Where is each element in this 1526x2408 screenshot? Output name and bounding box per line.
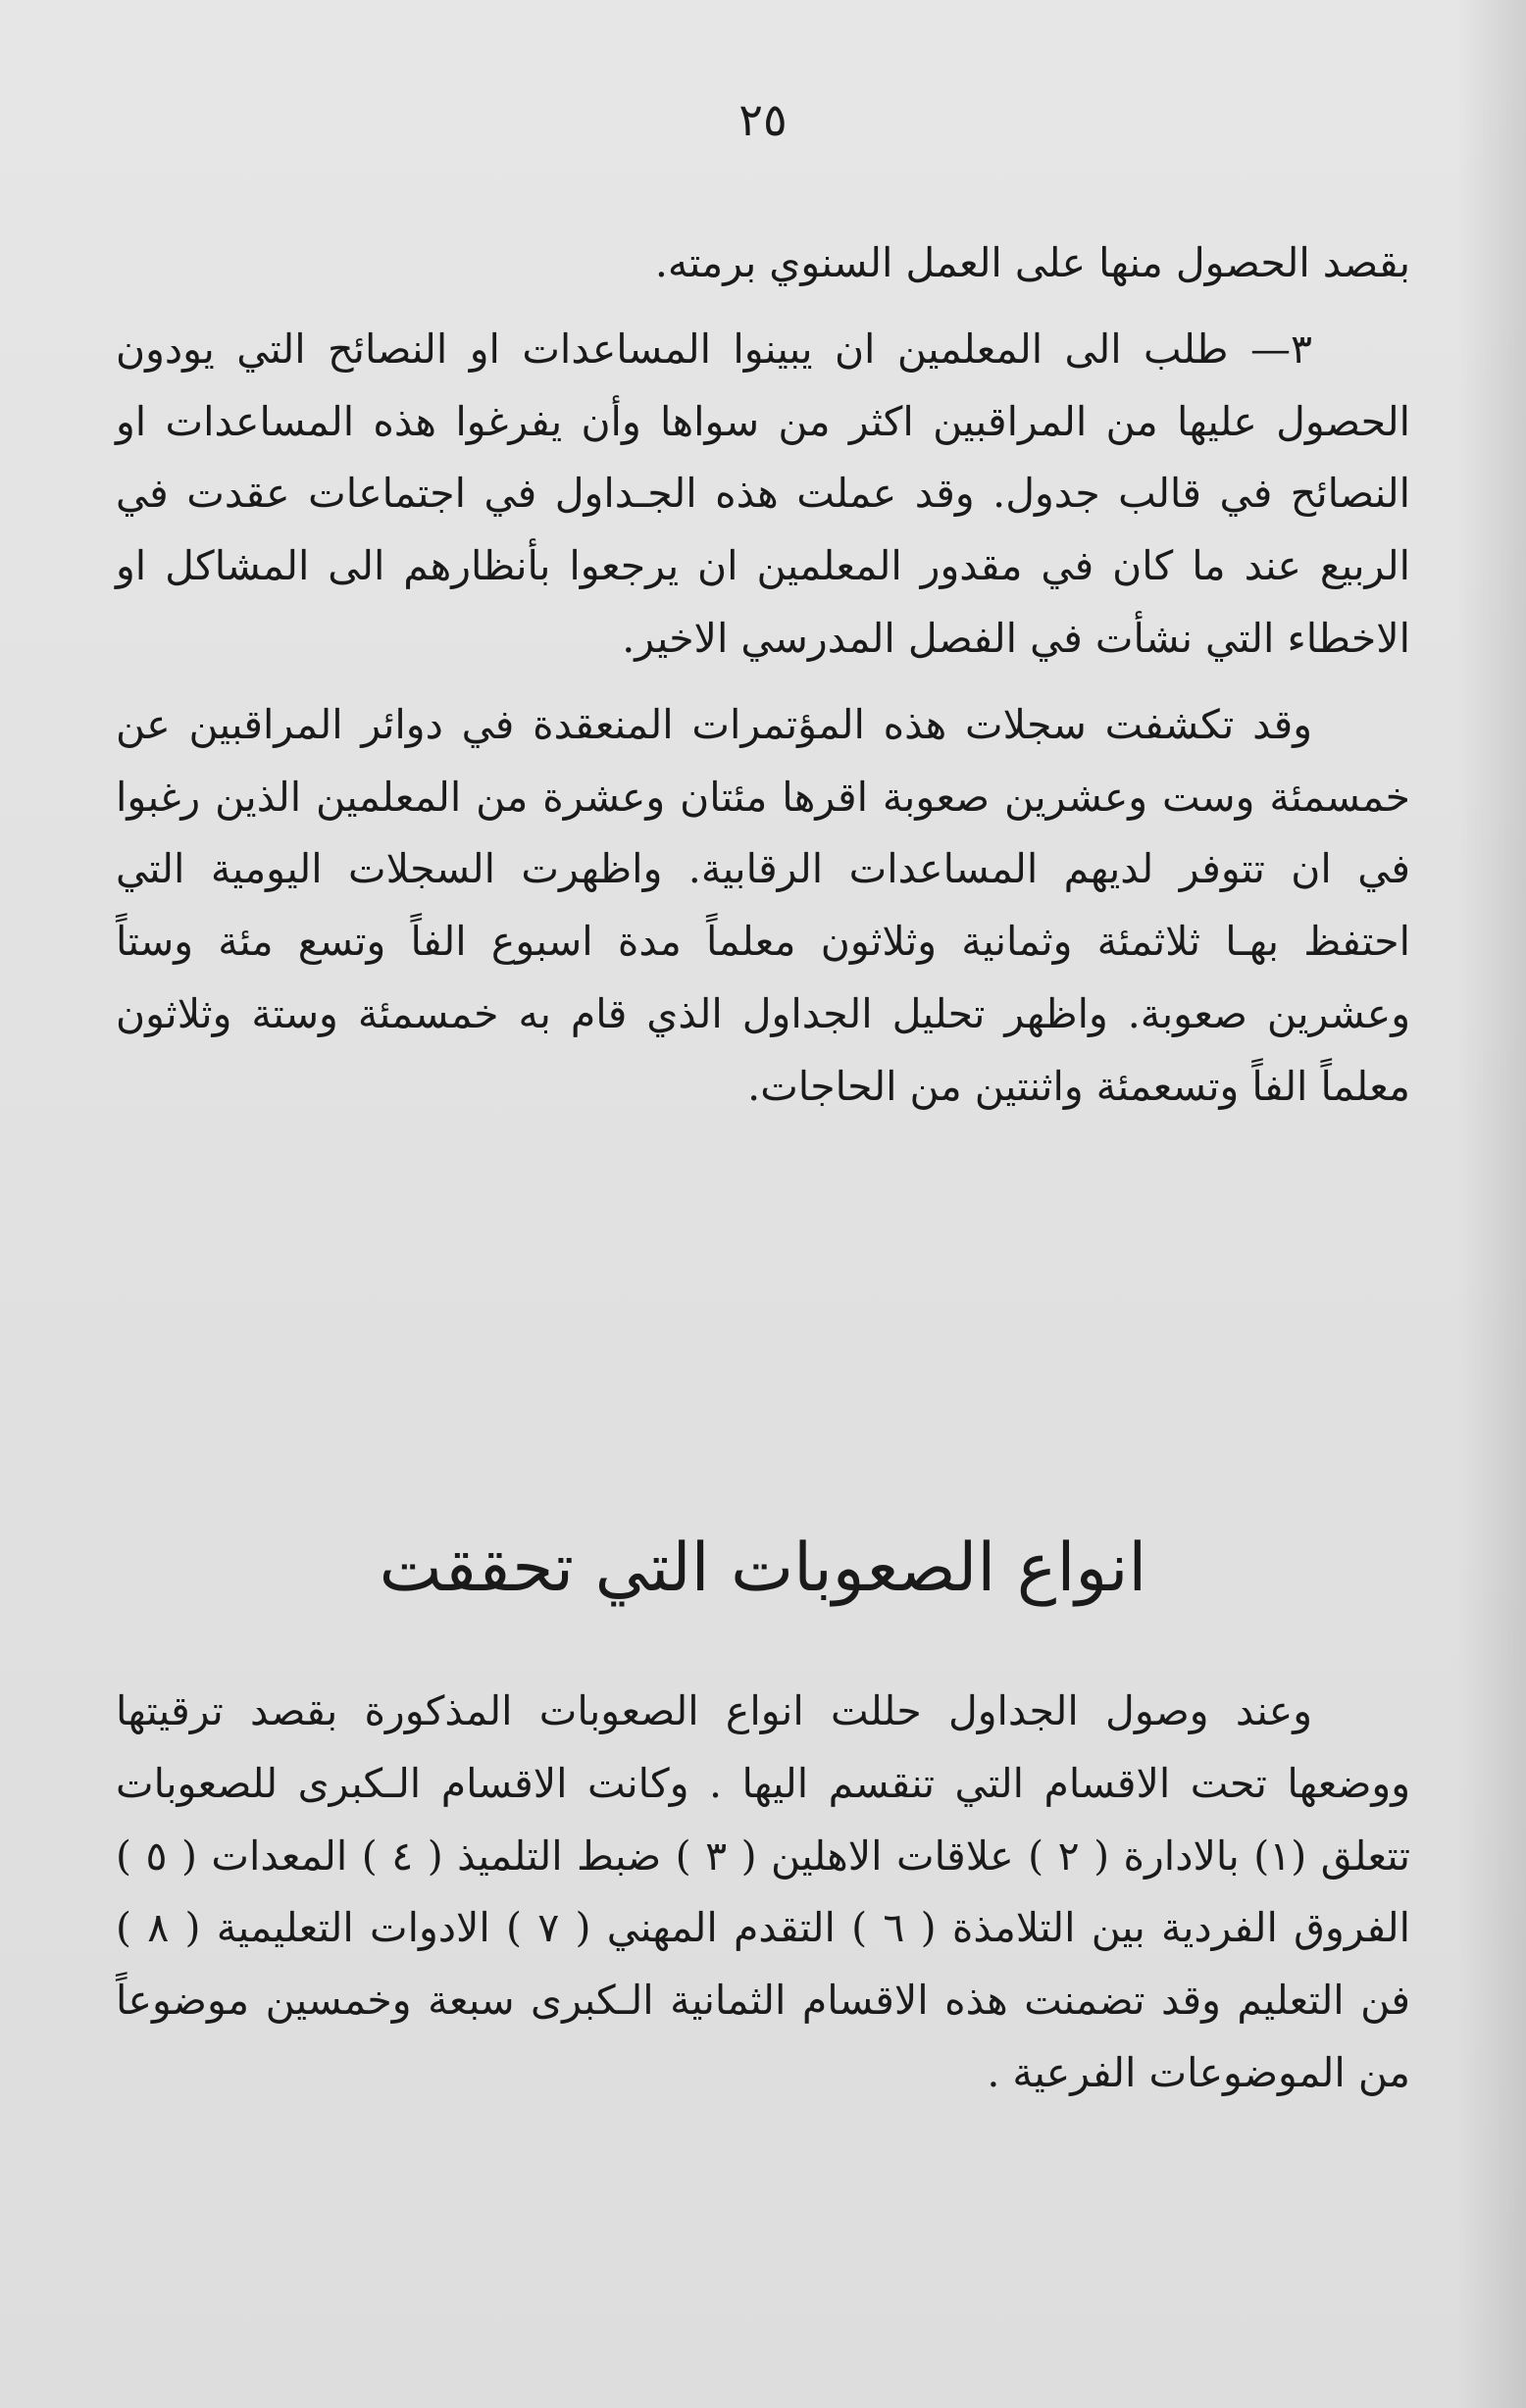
body-text-bottom	[116, 1676, 1410, 2124]
paragraph: وقد تكشفت سجلات هذه المؤتمرات المنعقدة في دوائر المراقبين عن خمسمئة وست وعشرين صعوبة اقرها مئتان وعشرة من المعلمين الذين رغبوا في ان تتوفر لديهم المساعدات الرقابية. واظهرت السجلات اليومية التي احتفظ بهـا ثلاثمئة وثمانية وثلاثون معلماً مدة اسبوع الفاً وتسع مئة وستاً وعشرين صعوبة. واظهر تحليل الجداول الذي قام به خمسمئة وستة وثلاثون معلماً الفاً وتسعمئة واثنتين من الحاجات.	[116, 700, 1410, 1110]
section-heading: انواع الصعوبات التي تحققت	[379, 1530, 1147, 1607]
paragraph: بقصد الحصول منها على العمل السنوي برمته.	[654, 239, 1410, 286]
paragraph: وعند وصول الجداول حللت انواع الصعوبات المذكورة بقصد ترقيتها ووضعها تحت الاقسام التي تنقسم اليها . وكانت الاقسام الـكبرى للصعوبات تتعلق (١) بالادارة ( ٢ ) علاقات الاهلين ( ٣ ) ضبط التلميذ ( ٤ ) المعدات ( ٥ ) الفروق الفردية بين التلامذة ( ٦ ) التقدم المهني ( ٧ ) الادوات التعليمية ( ٨ ) فن التعليم وقد تضمنت هذه الاقسام الثمانية الـكبرى سبعة وخمسين موضوعاً من الموضوعات الفرعية .	[116, 1687, 1411, 2096]
paragraph: ٣— طلب الى المعلمين ان يبينوا المساعدات او النصائح التي يودون الحصول عليها من المراقبين اكثر من سواها وأن يفرغوا هذه المساعدات او النصائح في قالب جدول. وقد عملت هذه الجـداول في اجتماعات عقدت في الربيع عند ما كان في مقدور المعلمين ان يرجعوا بأنظارهم الى المشاكل او الاخطاء التي نشأت في الفصل المدرسي الاخير.	[116, 325, 1410, 662]
body-text-top	[116, 227, 1410, 1137]
page-edge-shadow	[1457, 0, 1526, 2408]
page-number: ٢٥	[738, 93, 788, 146]
